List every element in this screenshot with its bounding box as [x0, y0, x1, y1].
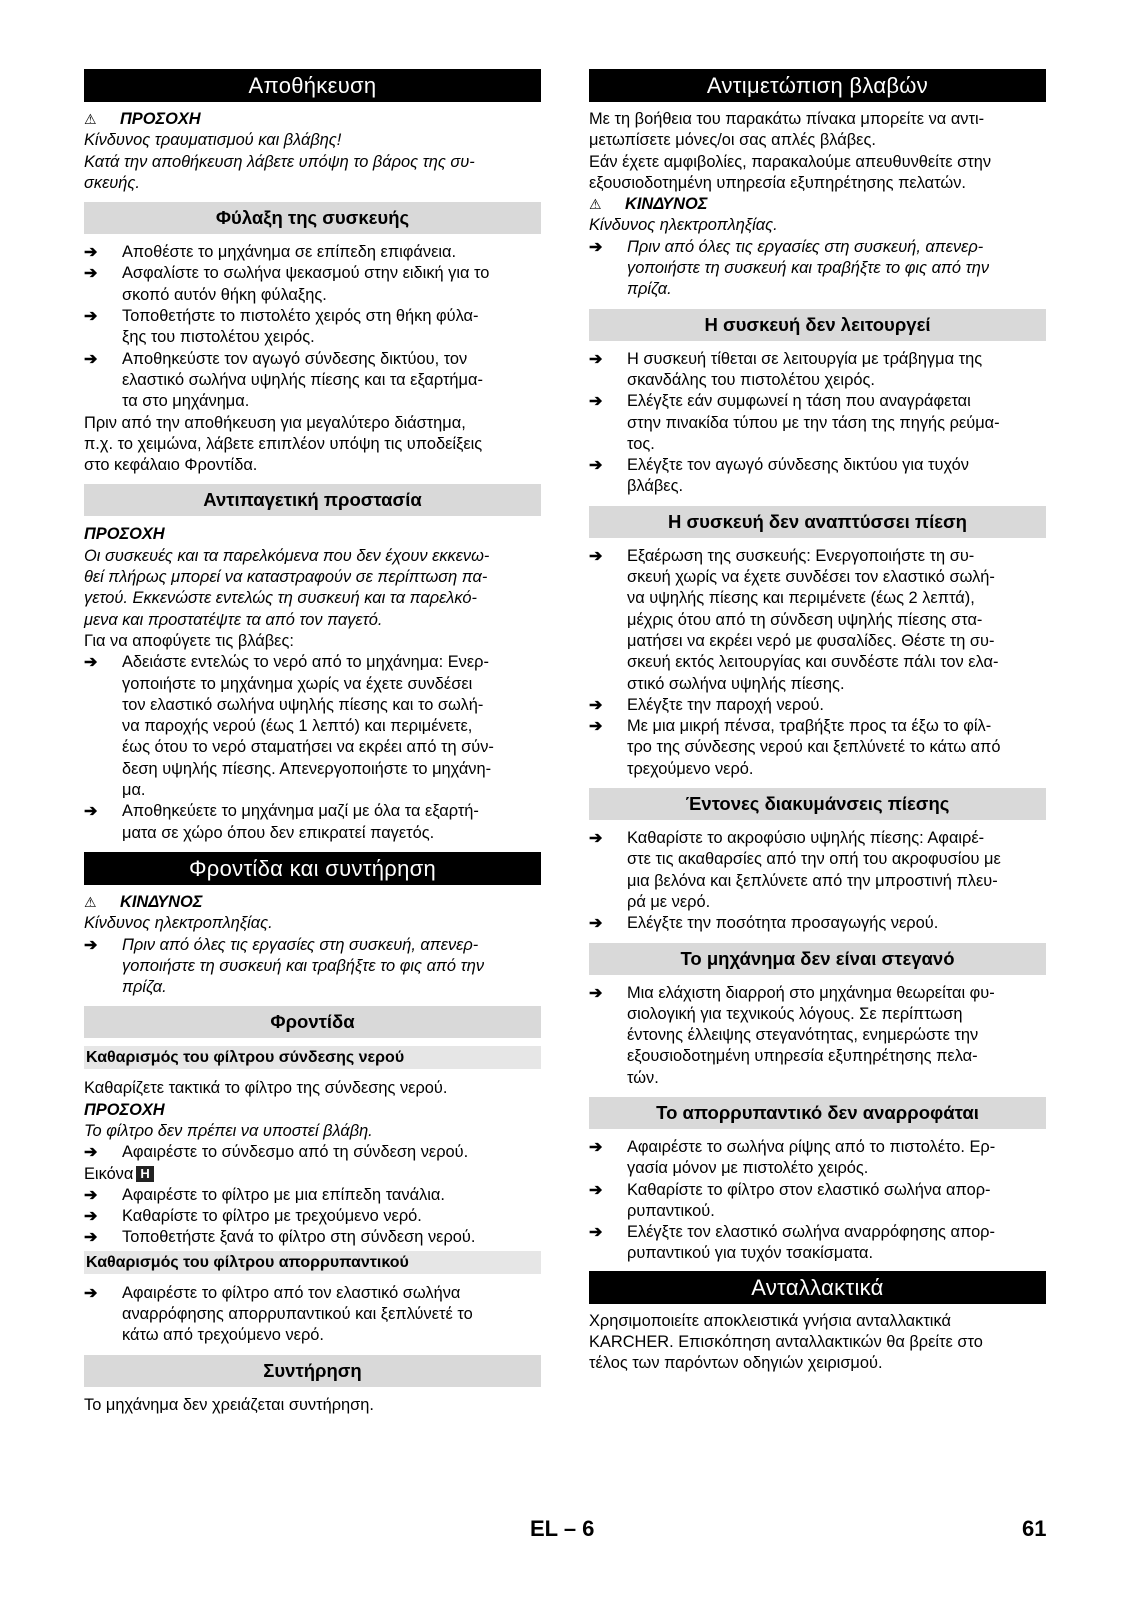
figure-reference: Εικόνα H	[84, 1164, 541, 1185]
arrow-right-icon: ➔	[84, 1284, 98, 1302]
paragraph: Το μηχάνημα δεν χρειάζεται συντήρηση.	[84, 1395, 374, 1414]
left-column	[84, 69, 541, 1416]
trouble-warning-label: ⚠ ΚΙΝΔΥΝΟΣ	[589, 194, 1046, 215]
paragraph: Καθαρίζετε τακτικά το φίλτρο της σύνδεσης νερού.	[84, 1079, 448, 1098]
list-item: ➔ Ελέγξτε εάν συμφωνεί η τάση που αναγράφεται στην πινακίδα τύπου με την τάση της πηγής ρεύμα- τος.	[589, 391, 1046, 455]
arrow-right-icon: ➔	[589, 718, 603, 736]
arrow-right-icon: ➔	[589, 1138, 603, 1156]
list-item: ➔ Ελέγξτε την παροχή νερού.	[589, 695, 1046, 716]
subsection-title-pressure-fluctuation: Έντονες διακυμάνσεις πίεσης	[589, 788, 1046, 820]
arrow-right-icon: ➔	[84, 350, 98, 368]
subsection-title-no-operation: Η συσκευή δεν λειτουργεί	[589, 309, 1046, 341]
frost-caution-text: γετού. Εκκενώστε εντελώς τη συσκευή και τα παρελκό-	[84, 589, 477, 608]
frost-caution-label: ΠΡΟΣΟΧΗ	[84, 525, 165, 544]
arrow-right-icon: ➔	[589, 393, 603, 411]
paragraph: Με τη βοήθεια του παρακάτω πίνακα μπορείτε να αντι-	[589, 110, 985, 128]
paragraph: Πριν από την αποθήκευση για μεγαλύτερο διάστημα,	[84, 413, 466, 432]
paragraph: τέλος των παρόντων οδηγιών χειρισμού.	[589, 1354, 883, 1373]
frost-caution-text: μενα και προστατέψτε τα από τον παγετό.	[84, 610, 383, 629]
list-item: ➔ Μια ελάχιστη διαρροή στο μηχάνημα θεωρείται φυ- σιολογική για τεχνικούς λόγους. Σε περίπτωση έντονης έλλειψης στεγανότητας, ενημερώστε την εξουσιοδοτημένη υπηρεσία εξυπηρέτησης πελα- τών.	[589, 983, 1046, 1089]
subsection-title-guard: Φύλαξη της συσκευής	[84, 202, 541, 234]
right-column	[589, 69, 1046, 1375]
warning-triangle-icon: ⚠	[84, 111, 97, 127]
subsection-title-detergent-not-sucked: Το απορρυπαντικό δεν αναρροφάται	[589, 1097, 1046, 1129]
list-item: ➔ Καθαρίστε το φίλτρο στον ελαστικό σωλήνα απορ- ρυπαντικού.	[589, 1180, 1046, 1223]
list-item: ➔ Τοποθετήστε το πιστολέτο χειρός στη θήκη φύλα- ξης του πιστολέτου χειρός.	[84, 306, 541, 349]
list-item: ➔ Αποθέστε το μηχάνημα σε επίπεδη επιφάνεια.	[84, 242, 541, 263]
list-item: ➔ Με μια μικρή πένσα, τραβήξτε προς τα έξω το φίλ- τρο της σύνδεσης νερού και ξεπλύνετέ το κάτω από τρεχούμενο νερό.	[589, 716, 1046, 780]
warning-triangle-icon: ⚠	[84, 893, 97, 910]
arrow-right-icon: ➔	[84, 244, 98, 262]
arrow-right-icon: ➔	[589, 238, 603, 256]
list-item: ➔ Αφαιρέστε το φίλτρο από τον ελαστικό σωλήνα αναρρόφησης απορρυπαντικού και ξεπλύνετέ το κάτω από τρεχούμενο νερό.	[84, 1283, 541, 1347]
list-item: ➔ Η συσκευή τίθεται σε λειτουργία με τράβηγμα της σκανδάλης του πιστολέτου χειρός.	[589, 349, 1046, 392]
list-item: ➔ Ελέγξτε τον αγωγό σύνδεσης δικτύου για τυχόν βλάβες.	[589, 455, 1046, 498]
arrow-right-icon: ➔	[84, 308, 98, 326]
trouble-warning-text: Κίνδυνος ηλεκτροπληξίας.	[589, 216, 778, 235]
list-item: ➔ Αφαιρέστε το φίλτρο με μια επίπεδη τανάλια.	[84, 1185, 541, 1206]
footer-language-page: EL – 6	[530, 1516, 595, 1541]
list-item: ➔ Αποθηκεύετε το μηχάνημα μαζί με όλα τα εξαρτή- ματα σε χώρο όπου δεν επικρατεί παγετός.	[84, 801, 541, 844]
section-title-troubleshooting: Αντιμετώπιση βλαβών	[589, 69, 1046, 102]
subsection-title-no-pressure: Η συσκευή δεν αναπτύσσει πίεση	[589, 506, 1046, 538]
arrow-right-icon: ➔	[84, 936, 98, 954]
list-item: ➔ Αφαιρέστε το σωλήνα ρίψης από το πιστολέτο. Ερ- γασία μόνον με πιστολέτο χειρός.	[589, 1137, 1046, 1180]
storage-warning-text: σκευής.	[84, 173, 140, 192]
arrow-right-icon: ➔	[84, 1208, 98, 1226]
paragraph: π.χ. το χειμώνα, λάβετε επιπλέον υπόψη τις υποδείξεις	[84, 434, 483, 453]
care-warning-label: ⚠ ΚΙΝΔΥΝΟΣ	[84, 892, 541, 913]
list-item: ➔ Ασφαλίστε το σωλήνα ψεκασμού στην ειδική για το σκοπό αυτόν θήκη φύλαξης.	[84, 263, 541, 306]
subsubsection-title-filter: Καθαρισμός του φίλτρου σύνδεσης νερού	[84, 1046, 541, 1069]
paragraph: στο κεφάλαιο Φροντίδα.	[84, 456, 258, 475]
footer-page-number: 61	[1022, 1516, 1047, 1541]
arrow-right-icon: ➔	[589, 696, 603, 714]
arrow-right-icon: ➔	[589, 350, 603, 368]
arrow-right-icon: ➔	[84, 803, 98, 821]
list-item: ➔ Τοποθετήστε ξανά το φίλτρο στη σύνδεση νερού.	[84, 1227, 541, 1248]
list-item: ➔ Καθαρίστε το ακροφύσιο υψηλής πίεσης: Αφαιρέ- στε τις ακαθαρσίες από την οπή του ακροφυσίου με μια βελόνα και ξεπλύνετε από την μπροστινή πλευ- ρά με νερό.	[589, 828, 1046, 913]
filter-caution-text: Το φίλτρο δεν πρέπει να υποστεί βλάβη.	[84, 1121, 373, 1140]
subsubsection-title-detergent-filter: Καθαρισμός του φίλτρου απορρυπαντικού	[84, 1251, 541, 1274]
frost-caution-text: θεί πλήρως μπορεί να καταστραφούν σε περίπτωση πα-	[84, 568, 488, 587]
frost-caution-text: Οι συσκευές και τα παρελκόμενα που δεν έχουν εκκενω-	[84, 546, 490, 565]
storage-warning-label: ⚠ ΠΡΟΣΟΧΗ	[84, 109, 541, 130]
paragraph: Για να αποφύγετε τις βλάβες:	[84, 631, 294, 650]
arrow-right-icon: ➔	[589, 1181, 603, 1199]
section-title-storage: Αποθήκευση	[84, 69, 541, 102]
filter-caution-label: ΠΡΟΣΟΧΗ	[84, 1100, 165, 1119]
arrow-right-icon: ➔	[589, 1224, 603, 1242]
subsection-title-leak: Το μηχάνημα δεν είναι στεγανό	[589, 943, 1046, 975]
list-item: ➔ Αδειάστε εντελώς το νερό από το μηχάνημα: Ενερ- γοποιήστε το μηχάνημα χωρίς να έχετε συνδέσει τον ελαστικό σωλήνα υψηλής πίεσης και το σωλή- να παροχής νερού (έως 1 λεπτό) και περιμένετε, έως ότου το νερό σταματήσει να εκρέει από τη σύν- δεση υψηλής πίεσης. Απενεργοποιήστε το μηχάνη- μα.	[84, 652, 541, 801]
paragraph: Χρησιμοποιείτε αποκλειστικά γνήσια ανταλλακτικά	[589, 1311, 951, 1330]
arrow-right-icon: ➔	[84, 1186, 98, 1204]
arrow-right-icon: ➔	[589, 915, 603, 933]
arrow-right-icon: ➔	[84, 1229, 98, 1247]
storage-warning-text: Κατά την αποθήκευση λάβετε υπόψη το βάρος της συ-	[84, 152, 475, 171]
list-item: ➔ Ελέγξτε τον ελαστικό σωλήνα αναρρόφησης απορ- ρυπαντικού για τυχόν τσακίσματα.	[589, 1222, 1046, 1265]
list-item: ➔ Αφαιρέστε το σύνδεσμο από τη σύνδεση νερού.	[84, 1142, 541, 1163]
paragraph: Εάν έχετε αμφιβολίες, παρακαλούμε απευθυνθείτε στην	[589, 152, 992, 171]
paragraph: εξουσιοδοτημένη υπηρεσία εξυπηρέτησης πελατών.	[589, 173, 966, 192]
subsection-title-maintenance: Συντήρηση	[84, 1355, 541, 1387]
list-item: ➔ Πριν από όλες τις εργασίες στη συσκευή, απενερ- γοποιήστε τη συσκευή και τραβήξτε το φις από την πρίζα.	[589, 237, 1046, 301]
section-title-care: Φροντίδα και συντήρηση	[84, 852, 541, 885]
warning-triangle-icon: ⚠	[589, 196, 602, 213]
paragraph: KARCHER. Επισκόπηση ανταλλακτικών θα βρείτε στο	[589, 1333, 983, 1352]
arrow-right-icon: ➔	[589, 984, 603, 1002]
list-item: ➔ Ελέγξτε την ποσότητα προσαγωγής νερού.	[589, 913, 1046, 934]
arrow-right-icon: ➔	[589, 457, 603, 475]
list-item: ➔ Καθαρίστε το φίλτρο με τρεχούμενο νερό.	[84, 1206, 541, 1227]
subsection-title-frost: Αντιπαγετική προστασία	[84, 484, 541, 516]
arrow-right-icon: ➔	[589, 830, 603, 848]
arrow-right-icon: ➔	[84, 265, 98, 283]
list-item: ➔ Πριν από όλες τις εργασίες στη συσκευή, απενερ- γοποιήστε τη συσκευή και τραβήξτε το φις από την πρίζα.	[84, 935, 541, 999]
arrow-right-icon: ➔	[84, 1144, 98, 1162]
arrow-right-icon: ➔	[84, 654, 98, 672]
arrow-right-icon: ➔	[589, 547, 603, 565]
paragraph: μετωπίσετε μόνες/οι σας απλές βλάβες.	[589, 131, 876, 150]
subsection-title-care: Φροντίδα	[84, 1006, 541, 1038]
storage-warning-text: Κίνδυνος τραυματισμού και βλάβης!	[84, 131, 342, 150]
figure-letter-badge: H	[136, 1166, 153, 1182]
section-title-spare-parts: Ανταλλακτικά	[589, 1271, 1046, 1304]
care-warning-text: Κίνδυνος ηλεκτροπληξίας.	[84, 914, 273, 933]
list-item: ➔ Εξαέρωση της συσκευής: Ενεργοποιήστε τη συ- σκευή χωρίς να έχετε συνδέσει τον ελαστικό σωλή- να υψηλής πίεσης και περιμένετε (έως 2 λεπτά), μέχρις ότου από τη σύνδεση υψηλής πίεσης στα- ματήσει να εκρέει νερό με φυσαλίδες. Θέστε τη συ- σκευή εκτός λειτουργίας και συνδέστε πάλι τον ελα- στικό σωλήνα υψηλής πίεσης.	[589, 546, 1046, 695]
list-item: ➔ Αποθηκεύστε τον αγωγό σύνδεσης δικτύου, τον ελαστικό σωλήνα υψηλής πίεσης και τα εξαρτήμα- τα στο μηχάνημα.	[84, 349, 541, 413]
